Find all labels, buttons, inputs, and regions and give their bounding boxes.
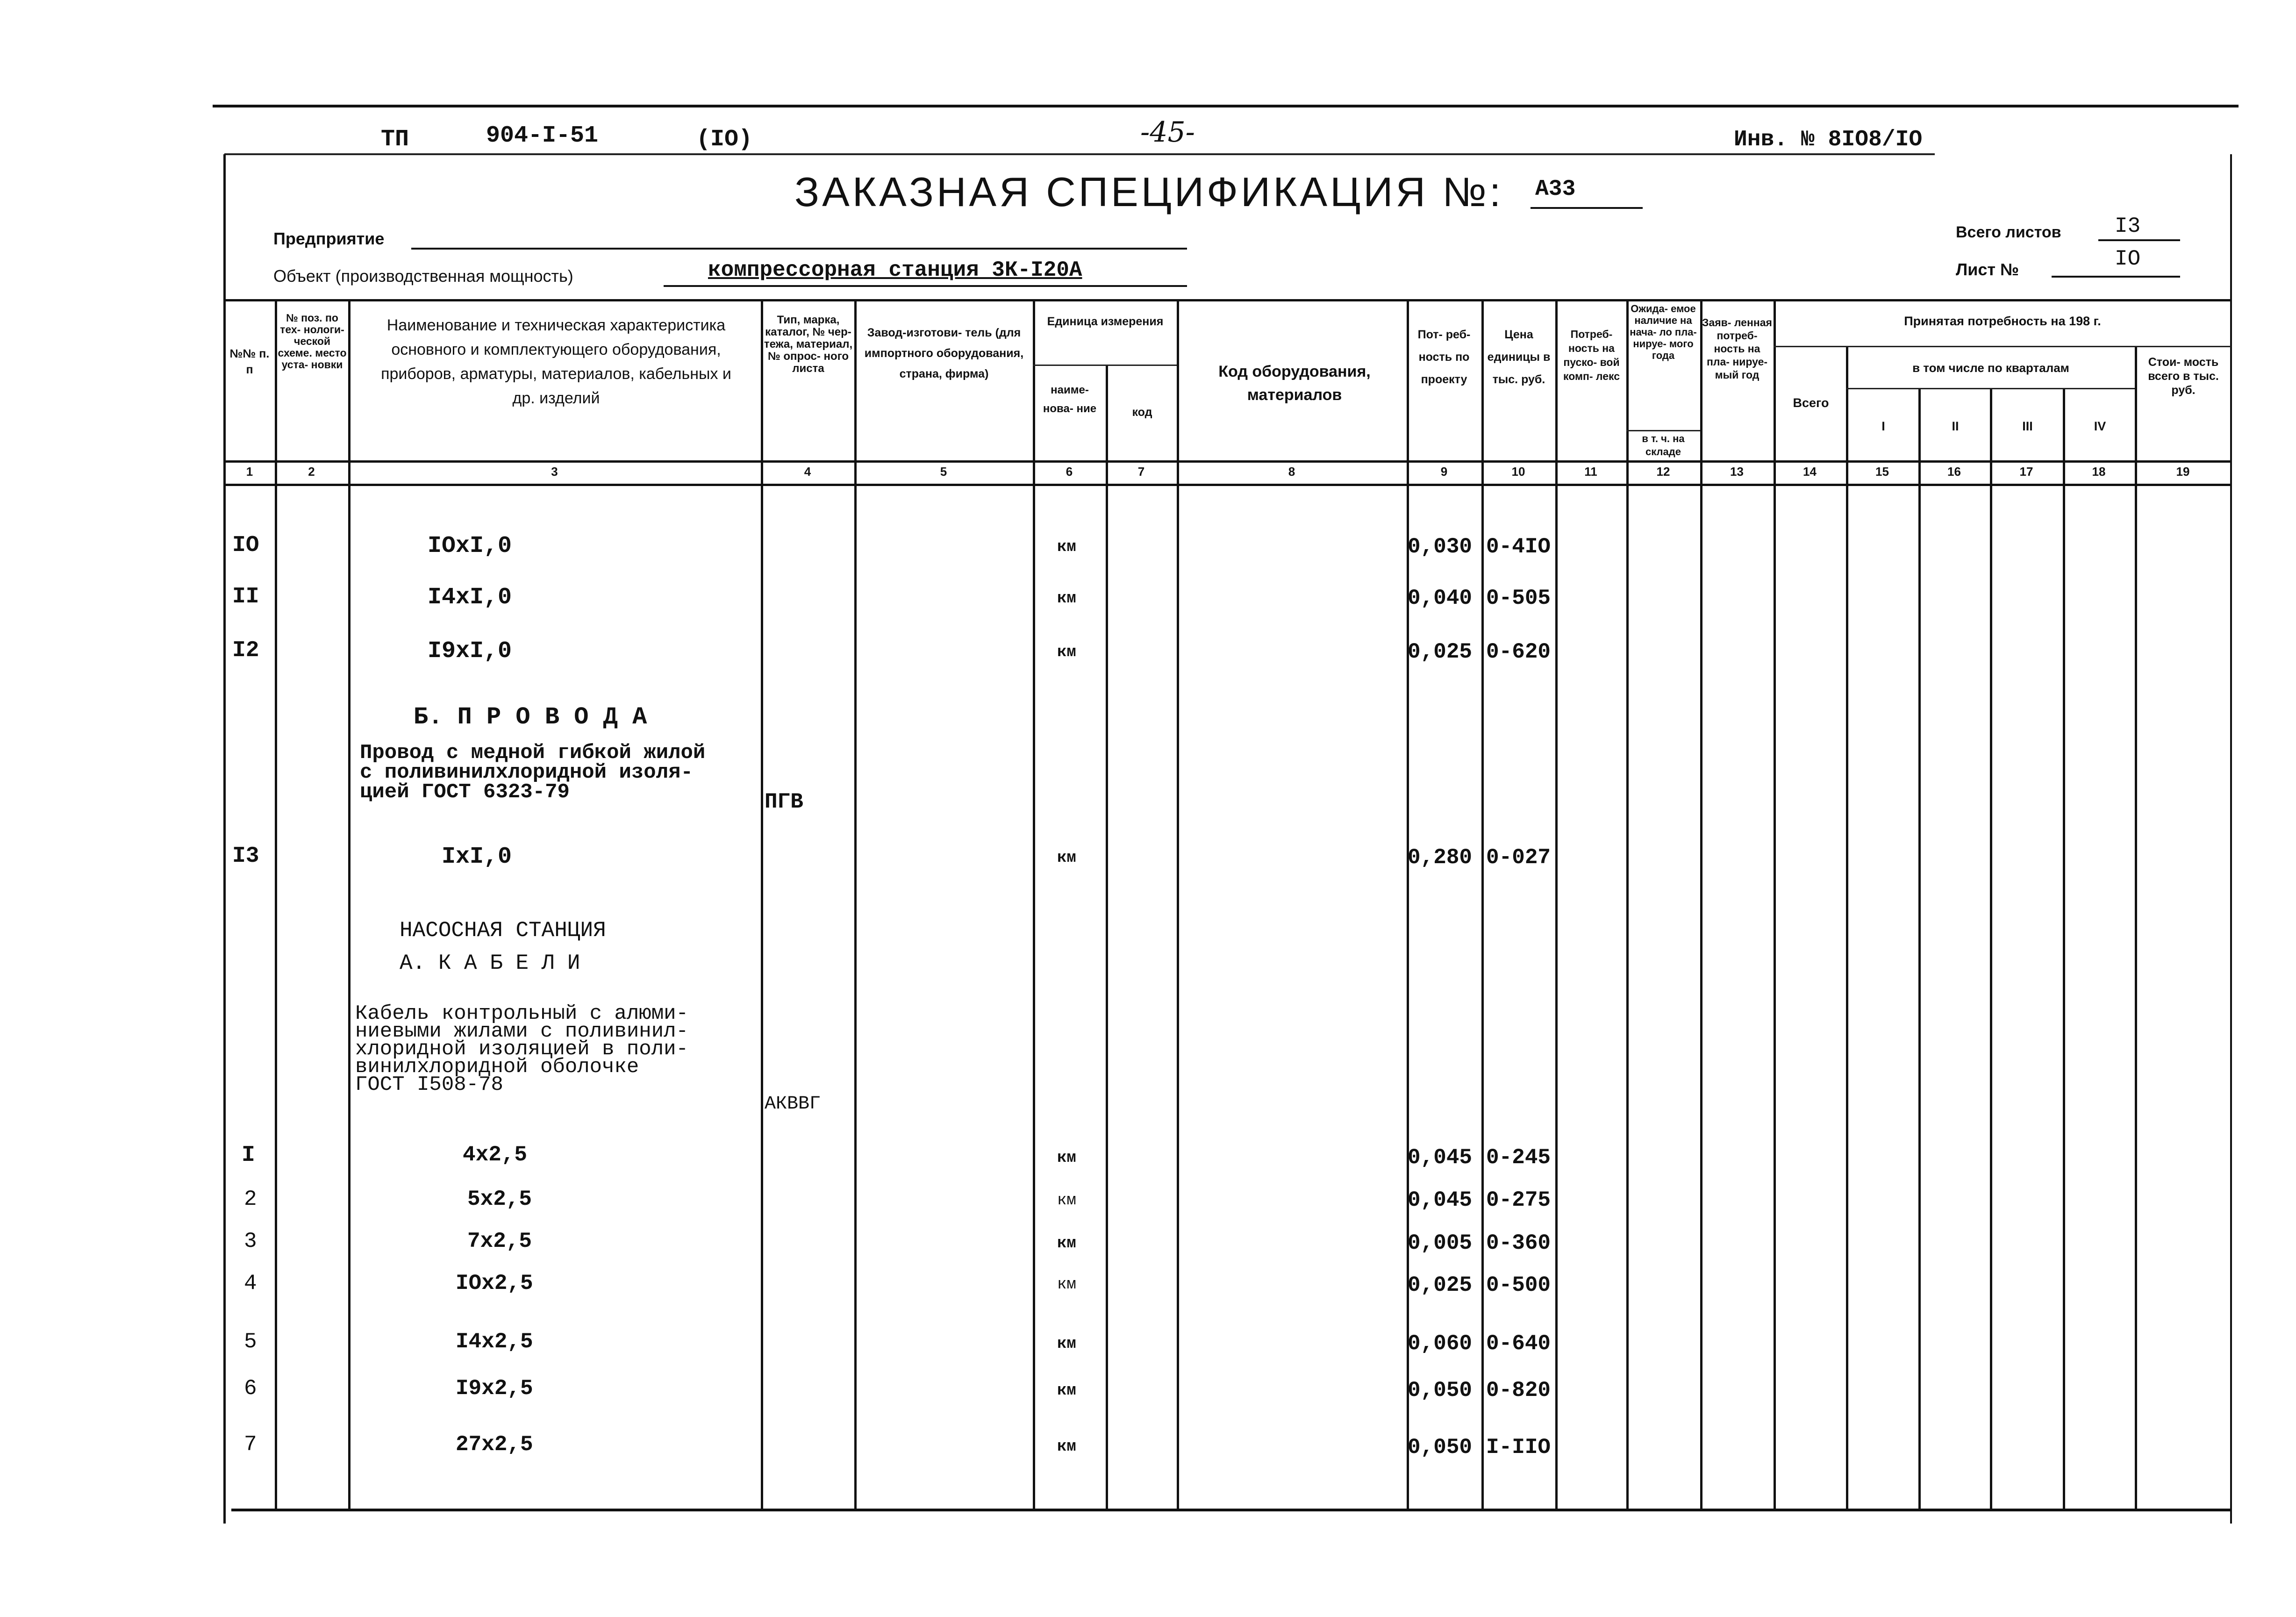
row-price: 0-820 xyxy=(1486,1378,1551,1402)
row-price: 0-620 xyxy=(1486,640,1551,664)
enterprise-line xyxy=(411,248,1187,250)
enterprise-label: Предприятие xyxy=(273,229,385,248)
total-sheets-line xyxy=(2098,239,2180,241)
spec-number-line xyxy=(1531,207,1643,209)
header-accepted-group: Принятая потребность на 198 г. xyxy=(1904,314,2101,328)
header-startup: Потреб- ность на пуско- вой комп- лекс xyxy=(1563,328,1620,382)
row-price: I-IIO xyxy=(1486,1435,1551,1460)
row-qty: 0,050 xyxy=(1408,1435,1473,1460)
row-name: 27x2,5 xyxy=(456,1432,533,1457)
row-number: I2 xyxy=(232,638,259,663)
header-equipment-code: Код оборудования, материалов xyxy=(1218,363,1371,404)
header-unit-group: Единица измерения xyxy=(1047,315,1164,328)
row-price: 0-4IO xyxy=(1486,535,1551,559)
colnum-4: 4 xyxy=(804,465,811,479)
table-row xyxy=(0,1432,2296,1460)
page-title: ЗАКАЗНАЯ СПЕЦИФИКАЦИЯ №: xyxy=(794,169,1504,215)
row-name: IOxI,0 xyxy=(428,533,512,559)
row-qty: 0,280 xyxy=(1408,845,1473,870)
header-q1: I xyxy=(1881,419,1885,433)
row-number: 5 xyxy=(244,1330,257,1354)
colnum-3: 3 xyxy=(551,465,558,479)
row-unit: км xyxy=(1057,1276,1076,1294)
row-price: 0-027 xyxy=(1486,845,1551,870)
cable-description: Кабель контрольный с алюми- ниевыми жилами с поливинил- хлоридной изоляцией в поли- винилхлоридной оболочке ГОСТ I508-78 xyxy=(355,1002,688,1096)
object-label: Объект (производственная мощность) xyxy=(273,266,573,286)
header-cost: Стои- мость всего в тыс. руб. xyxy=(2148,356,2219,397)
colnum-10: 10 xyxy=(1511,465,1525,479)
total-sheets-value: I3 xyxy=(2115,214,2141,238)
stock-rule xyxy=(1626,430,1700,431)
table-colnum-rule xyxy=(223,484,2231,486)
row-number: IO xyxy=(232,533,259,558)
row-unit: км xyxy=(1057,1335,1076,1353)
row-unit: км xyxy=(1057,1382,1076,1400)
table-row xyxy=(0,1187,2296,1215)
table-row xyxy=(0,533,2296,561)
colnum-6: 6 xyxy=(1066,465,1073,479)
row-qty: 0,040 xyxy=(1408,586,1473,610)
row-unit: км xyxy=(1057,590,1076,608)
quarters-group-rule xyxy=(1846,388,2135,389)
row-unit: км xyxy=(1057,1438,1076,1456)
header-expected: Ожида- емое наличие на нача- ло пла- нируе- мого года xyxy=(1630,303,1697,361)
row-price: 0-245 xyxy=(1486,1145,1551,1170)
row-unit: км xyxy=(1057,538,1076,556)
header-demand: Пот- реб- ность по проекту xyxy=(1417,328,1471,386)
row-number: 4 xyxy=(244,1271,257,1295)
section-pump-title: НАСОСНАЯ СТАНЦИЯ xyxy=(400,918,606,943)
object-line xyxy=(664,285,1187,287)
header-q4: IV xyxy=(2094,419,2106,433)
wire-description: Провод с медной гибкой жилой с поливинилхлоридной изоля- цией ГОСТ 6323-79 xyxy=(360,741,706,804)
row-number: 7 xyxy=(244,1432,257,1457)
colnum-18: 18 xyxy=(2092,465,2106,479)
row-number: 3 xyxy=(244,1229,257,1253)
colnum-13: 13 xyxy=(1730,465,1744,479)
row-qty: 0,050 xyxy=(1408,1378,1473,1402)
wire-type: ПГВ xyxy=(765,790,803,814)
row-qty: 0,045 xyxy=(1408,1188,1473,1212)
tp-label: ТП xyxy=(381,126,409,153)
row-number: I3 xyxy=(232,844,259,869)
top-rule xyxy=(213,105,2239,107)
row-price: 0-640 xyxy=(1486,1331,1551,1356)
table-row xyxy=(0,844,2296,872)
row-name: I4x2,5 xyxy=(456,1330,533,1354)
table-row xyxy=(0,1330,2296,1358)
row-name: 7x2,5 xyxy=(467,1229,532,1253)
row-name: I9xI,0 xyxy=(428,638,512,665)
colnum-14: 14 xyxy=(1803,465,1817,479)
cable-type: АКВВГ xyxy=(765,1094,821,1115)
row-number: 6 xyxy=(244,1376,257,1401)
colnum-7: 7 xyxy=(1137,465,1145,479)
row-number: I xyxy=(242,1143,255,1168)
row-number: 2 xyxy=(244,1187,257,1211)
colnum-17: 17 xyxy=(2019,465,2033,479)
header-underline xyxy=(224,153,1935,155)
row-name: IxI,0 xyxy=(442,844,512,870)
colnum-9: 9 xyxy=(1440,465,1448,479)
spec-number: A33 xyxy=(1535,177,1576,202)
sheet-label: Лист № xyxy=(1956,260,2019,279)
header-type: Тип, марка, каталог, № чер- тежа, материал, № опрос- ного листа xyxy=(764,314,853,375)
header-q3: III xyxy=(2022,419,2033,433)
unit-group-rule xyxy=(1033,365,1177,366)
header-stock: в т. ч. на складе xyxy=(1642,433,1685,458)
colnum-12: 12 xyxy=(1656,465,1670,479)
colnum-19: 19 xyxy=(2176,465,2190,479)
header-q2: II xyxy=(1952,419,1959,433)
colnum-8: 8 xyxy=(1288,465,1295,479)
column-number-row xyxy=(224,463,2231,484)
colnum-11: 11 xyxy=(1584,465,1597,479)
row-unit: км xyxy=(1057,1149,1076,1167)
table-row xyxy=(0,1271,2296,1299)
sheet-value: IO xyxy=(2115,247,2141,271)
row-price: 0-505 xyxy=(1486,586,1551,610)
colnum-2: 2 xyxy=(308,465,315,479)
header-price: Цена единицы в тыс. руб. xyxy=(1487,328,1551,386)
table-row xyxy=(0,1143,2296,1171)
frame-right xyxy=(2230,154,2232,1524)
colnum-5: 5 xyxy=(940,465,947,479)
section-cables-title: A. К А Б Е Л И xyxy=(400,951,580,975)
header-planned: Заяв- ленная потреб- ность на пла- нируе- мый год xyxy=(1702,316,1772,381)
sheet-line xyxy=(2052,276,2180,278)
doc-code: 904-I-51 xyxy=(486,122,599,149)
row-unit: км xyxy=(1057,1235,1076,1252)
row-name: 5x2,5 xyxy=(467,1187,532,1211)
row-name: I9x2,5 xyxy=(456,1376,533,1401)
inventory-number: Инв. № 8IO8/IO xyxy=(1734,127,1923,152)
row-price: 0-360 xyxy=(1486,1231,1551,1255)
header-name: Наименование и техническая характеристика основного и комплектующего оборудования, приборов, арматуры, материалов, кабельных и др. изделий xyxy=(381,316,731,407)
header-total: Всего xyxy=(1793,396,1829,410)
header-position: № поз. по тех- нологи- ческой схеме. место уста- новки xyxy=(278,312,347,371)
table-row xyxy=(0,584,2296,612)
album-code: (IO) xyxy=(696,126,753,153)
colnum-16: 16 xyxy=(1947,465,1961,479)
row-unit: км xyxy=(1057,1192,1076,1209)
table-row xyxy=(0,1376,2296,1404)
total-sheets-label: Всего листов xyxy=(1956,223,2061,241)
accepted-group-rule xyxy=(1774,346,2231,347)
row-number: II xyxy=(232,584,259,609)
row-price: 0-275 xyxy=(1486,1188,1551,1212)
row-unit: км xyxy=(1057,644,1076,661)
table-row xyxy=(0,1229,2296,1257)
header-row-number: №№ п. п xyxy=(229,347,270,376)
object-value: компрессорная станция 3К-I20A xyxy=(708,258,1082,282)
table-row xyxy=(0,638,2296,666)
table-bottom-rule xyxy=(231,1509,2231,1511)
row-qty: 0,025 xyxy=(1408,1273,1473,1297)
page-number: -45- xyxy=(1140,116,1195,149)
table-top-rule xyxy=(223,299,2231,301)
row-qty: 0,045 xyxy=(1408,1145,1473,1170)
header-unit-name: наиме- нова- ние xyxy=(1043,384,1097,415)
row-qty: 0,025 xyxy=(1408,640,1473,664)
colnum-1: 1 xyxy=(246,465,253,479)
row-qty: 0,005 xyxy=(1408,1231,1473,1255)
row-name: I4xI,0 xyxy=(428,584,512,611)
row-name: 4x2,5 xyxy=(463,1143,528,1167)
header-manufacturer: Завод-изготови- тель (для импортного оборудования, страна, фирма) xyxy=(864,326,1024,380)
row-qty: 0,030 xyxy=(1408,535,1473,559)
colnum-15: 15 xyxy=(1875,465,1889,479)
section-wires-title: Б. П Р О В О Д А xyxy=(414,703,647,731)
header-unit-code: код xyxy=(1132,406,1152,419)
row-unit: км xyxy=(1057,849,1076,867)
row-price: 0-500 xyxy=(1486,1273,1551,1297)
row-name: IOx2,5 xyxy=(456,1271,533,1295)
header-quarters-group: в том числе по кварталам xyxy=(1912,361,2069,375)
row-qty: 0,060 xyxy=(1408,1331,1473,1356)
